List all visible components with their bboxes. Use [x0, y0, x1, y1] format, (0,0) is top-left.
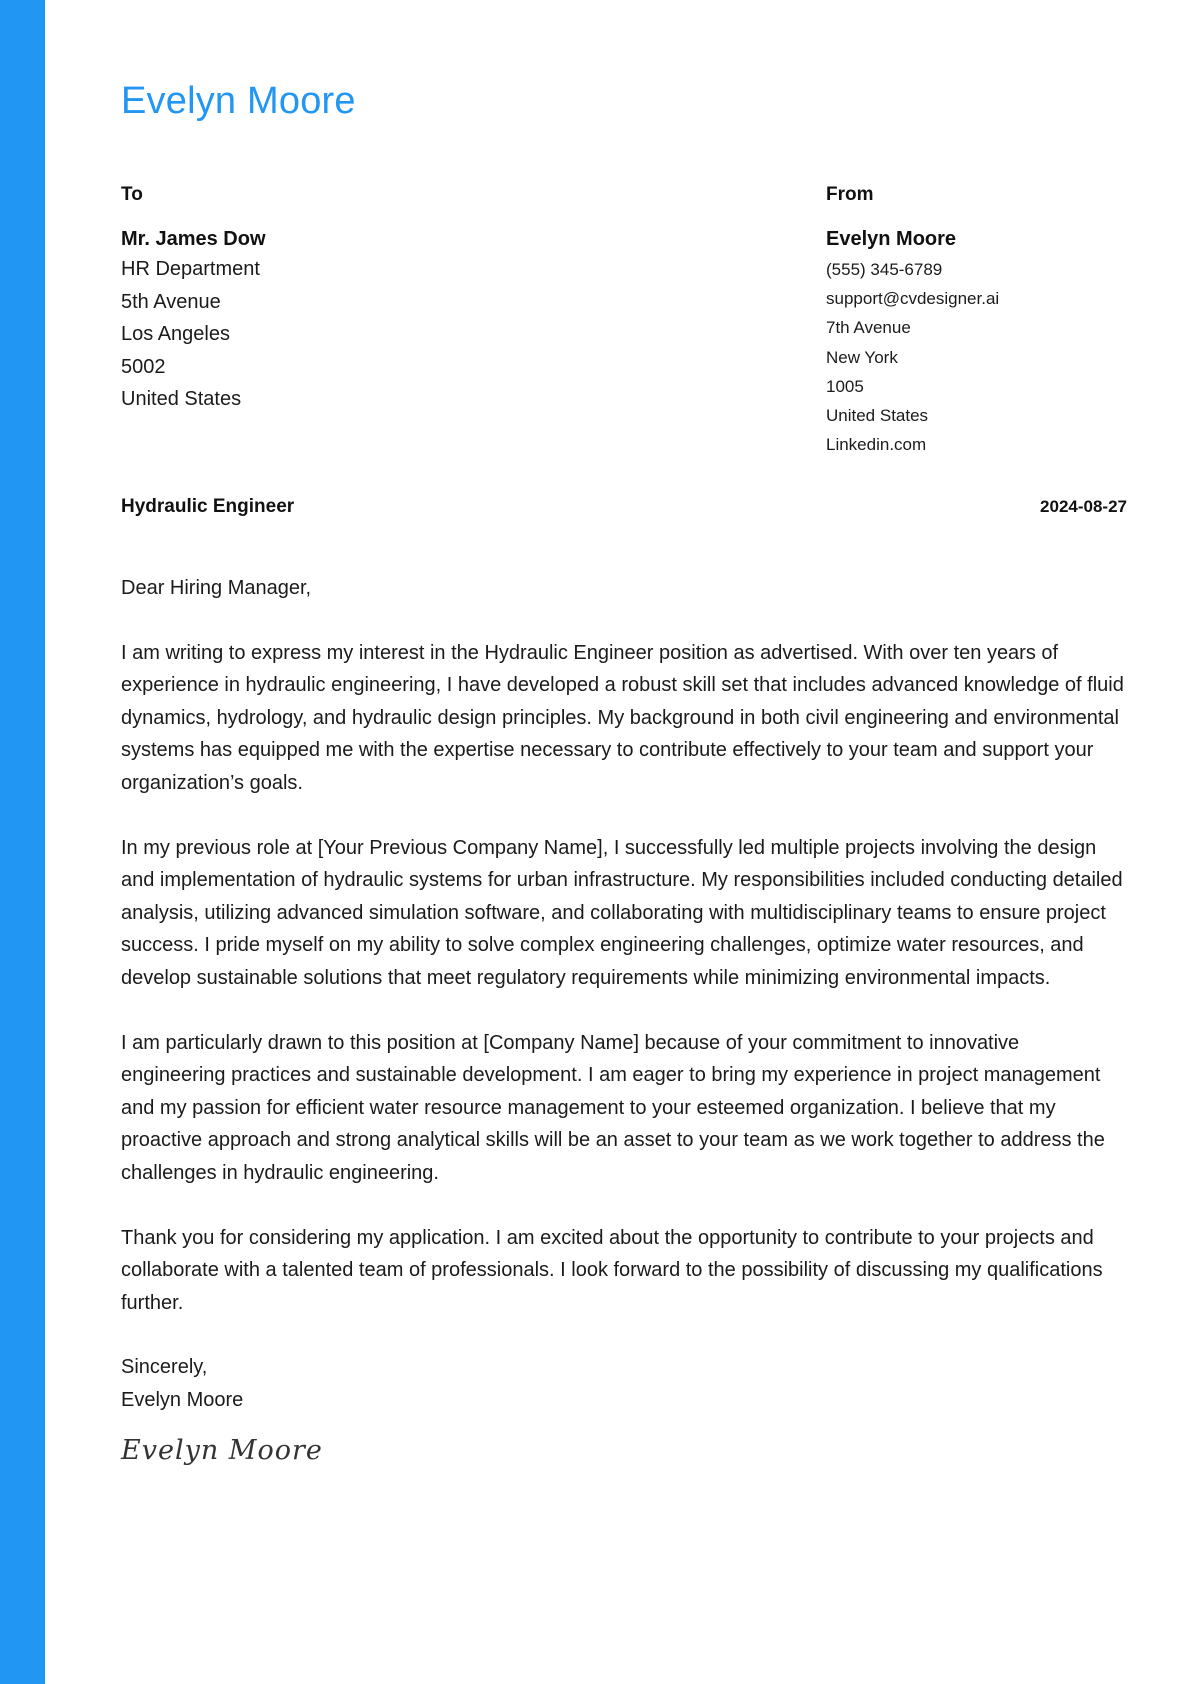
sender-linkedin: Linkedin.com: [826, 435, 927, 455]
recipient-name: Mr. James Dow: [121, 228, 266, 250]
recipient-block: [121, 184, 721, 416]
handwritten-signature: Evelyn Moore: [121, 1435, 323, 1467]
closing-name: Evelyn Moore: [121, 1388, 244, 1411]
sender-email: support@cvdesigner.ai: [826, 289, 1000, 309]
body-paragraph-4: Thank you for considering my application. I am excited about the opportunity to contribute to your projects and collaborate with a talented team of professionals. I look forward to the possibility of discussing my qualifications further.: [121, 1226, 1103, 1314]
body-paragraph-3: I am particularly drawn to this position at [Company Name] because of your commitment to innovative engineering practices and sustainable development. I am eager to bring my experience in project management and my passion for efficient water resource management to your esteemed organization. I believe that my proactive approach and strong analytical skills will be an asset to your team as we work together to address the challenges in hydraulic engineering.: [121, 1031, 1105, 1184]
recipient-street: 5th Avenue: [121, 290, 221, 313]
sender-country: United States: [826, 406, 929, 426]
sender-block: [826, 184, 1126, 459]
recipient-department: HR Department: [121, 258, 260, 280]
cover-letter-page: [121, 0, 1127, 1684]
body-paragraph-1: I am writing to express my interest in the Hydraulic Engineer position as advertised. With over ten years of experience in hydraulic engineering, I have developed a robust skill set that includes advanced knowledge of fluid dynamics, hydrology, and hydraulic design principles. My background in both civil engineering and environmental systems has equipped me with the expertise necessary to contribute effectively to your team and support your organization’s goals.: [121, 641, 1124, 794]
job-title: Hydraulic Engineer: [121, 496, 295, 517]
body-paragraph-2: In my previous role at [Your Previous Company Name], I successfully led multiple projects involving the design and implementation of hydraulic systems for urban infrastructure. My responsibilities included conducting detailed analysis, utilizing advanced simulation software, and collaborating with multidisciplinary teams to ensure project success. I pride myself on my ability to solve complex engineering challenges, optimize water resources, and develop sustainable solutions that meet regulatory requirements while minimizing environmental impacts.: [121, 836, 1123, 989]
sender-city: New York: [826, 347, 898, 367]
page-title: Evelyn Moore: [121, 80, 356, 122]
closing-phrase: Sincerely,: [121, 1356, 208, 1379]
sender-phone: (555) 345-6789: [826, 260, 943, 279]
sender-street: 7th Avenue: [826, 318, 911, 338]
salutation: Dear Hiring Manager,: [121, 577, 312, 599]
letter-date: 2024-08-27: [1040, 497, 1127, 516]
sender-postal-code: 1005: [826, 376, 864, 396]
sender-heading: From: [826, 184, 874, 205]
accent-sidebar: [0, 0, 45, 1684]
recipient-heading: To: [121, 184, 143, 205]
letter-body: [121, 572, 1127, 1468]
recipient-country: United States: [121, 388, 242, 411]
recipient-postal-code: 5002: [121, 355, 166, 378]
sender-name: Evelyn Moore: [826, 228, 957, 250]
recipient-city: Los Angeles: [121, 323, 230, 346]
subject-row: [121, 496, 1127, 518]
